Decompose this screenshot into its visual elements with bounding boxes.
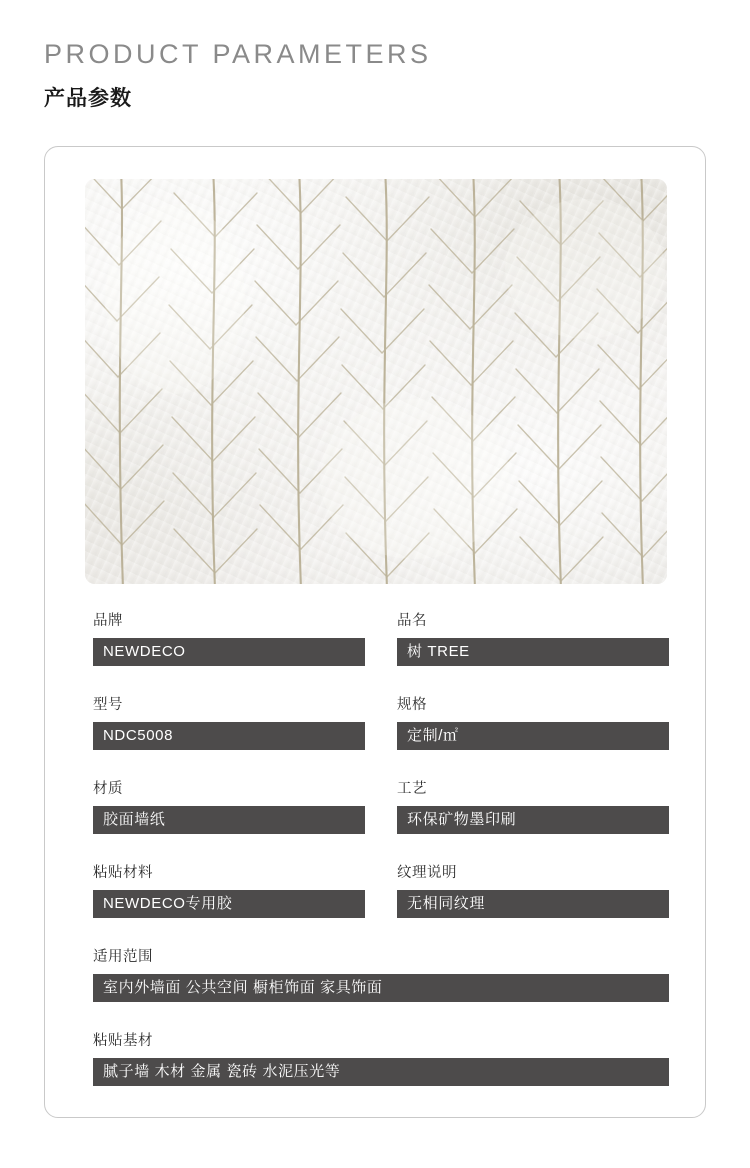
spec-cell-texture-note [397,861,669,918]
spec-value-application-scope: 室内外墙面 公共空间 橱柜饰面 家具饰面 [93,974,669,1002]
spec-row [93,609,669,666]
spec-value-texture-note: 无相同纹理 [397,890,669,918]
spec-value-brand: NEWDECO [93,638,365,666]
spec-value-product-name: 树 TREE [397,638,669,666]
spec-cell-material [93,777,365,834]
spec-value-specification: 定制/㎡ [397,722,669,750]
spec-value-technique: 环保矿物墨印刷 [397,806,669,834]
spec-label-specification: 规格 [397,697,427,713]
spec-value-adhesive-material: NEWDECO专用胶 [93,890,365,918]
tree-branch-pattern-icon [85,179,667,584]
spec-label-brand: 品牌 [93,613,123,629]
spec-value-model: NDC5008 [93,722,365,750]
page-header [0,0,750,112]
spec-cell-specification [397,693,669,750]
spec-cell-substrate [93,1029,669,1086]
spec-table [93,609,669,1113]
spec-row [93,777,669,834]
spec-row [93,693,669,750]
spec-label-substrate: 粘贴基材 [93,1033,153,1049]
spec-value-substrate: 腻子墙 木材 金属 瓷砖 水泥压光等 [93,1058,669,1086]
spec-row [93,945,669,1002]
spec-label-application-scope: 适用范围 [93,949,153,965]
page-title-cn: 产品参数 [44,86,132,110]
spec-cell-brand [93,609,365,666]
product-swatch-image [85,179,667,584]
spec-cell-model [93,693,365,750]
spec-label-technique: 工艺 [397,781,427,797]
spec-label-texture-note: 纹理说明 [397,865,457,881]
spec-cell-product-name [397,609,669,666]
spec-row [93,861,669,918]
page-title-en: PRODUCT PARAMETERS [44,39,432,69]
spec-label-adhesive-material: 粘贴材料 [93,865,153,881]
spec-cell-technique [397,777,669,834]
spec-label-material: 材质 [93,781,123,797]
product-parameter-card [44,146,706,1118]
spec-cell-adhesive-material [93,861,365,918]
spec-row [93,1029,669,1086]
spec-cell-application-scope [93,945,669,1002]
spec-label-model: 型号 [93,697,123,713]
spec-label-product-name: 品名 [397,613,427,629]
spec-value-material: 胶面墙纸 [93,806,365,834]
